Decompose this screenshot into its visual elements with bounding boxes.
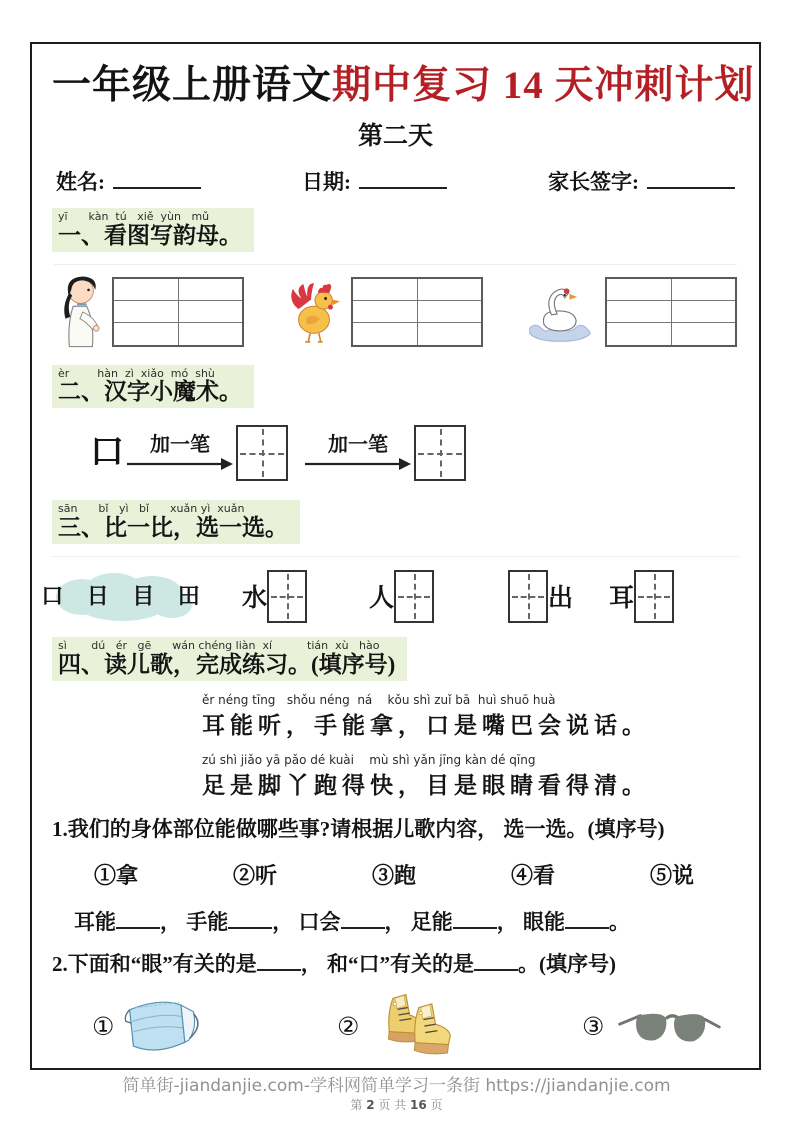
q2-blank-2[interactable] [474,948,518,971]
vowel-item-girl [54,273,244,351]
page-current: 2 [366,1098,375,1112]
option-2: ②听 [232,862,277,888]
given-char-1: 水 [242,585,268,613]
fill-blank-4[interactable] [453,906,497,929]
answer-box-3[interactable] [508,570,548,623]
vowel-item-goose [525,277,737,347]
section1-header [52,208,254,252]
answer-box-1[interactable] [267,570,307,623]
name-row [52,166,739,196]
compare-item-3 [508,570,573,623]
sign-blank[interactable] [647,166,735,189]
poem-line-2-text: 足是脚丫跑得快，目是眼睛看得清。 [202,772,650,798]
arrow-label-2: 加一笔 [328,433,388,456]
q2-seg-3: 。(填序号) [518,951,616,976]
name-label: 姓名: [56,170,105,194]
fill-blank-2[interactable] [228,906,272,929]
page-footer [0,1071,793,1113]
arrow-line-icon [305,456,411,472]
date-blank[interactable] [359,166,447,189]
compare-item-1 [242,570,307,623]
title-red-part: 期中复习 14 天冲刺计划 [332,64,755,107]
image-option-1 [92,992,337,1062]
day-subtitle: 第二天 [357,123,433,150]
date-field [302,166,447,196]
image-option-2 [337,992,582,1062]
choice-characters: 口 日 目 田 [41,583,209,609]
fill-blank-3[interactable] [341,906,385,929]
circled-3: ③ [582,1012,605,1042]
pinyin-writing-grid-1[interactable] [112,277,244,347]
circled-2: ② [337,1012,360,1042]
option-3: ③跑 [371,862,416,888]
page-word-3: 页 [426,1098,443,1112]
fill-seg-6: 。 [609,909,630,934]
sunglasses-image [612,1003,724,1051]
date-label: 日期: [302,170,351,194]
add-stroke-arrow-2 [305,435,411,472]
poem-line-2-pinyin: zú shì jiǎo yā pǎo dé kuài mù shì yǎn jīng kàn dé qīng [202,752,536,767]
q2-blank-1[interactable] [257,948,301,971]
footer-site-link[interactable]: 简单街-jiandanjie.com-学科网简单学习一条街 https://jiandanjie.com [122,1076,671,1096]
tianzige-box-2[interactable] [414,425,466,481]
shoes-image [367,992,467,1062]
page-title [52,54,755,110]
section2-title: 二、汉字小魔术。 [58,379,242,405]
page-border [30,42,761,1070]
arrow-label-1: 加一笔 [150,433,210,456]
given-char-2: 人 [369,585,395,613]
fill-blank-1[interactable] [116,906,160,929]
option-4: ④看 [510,862,555,888]
question-2-text [52,948,739,978]
section4-header [52,637,407,681]
q2-seg-1: 2.下面和“眼”有关的是 [52,951,257,976]
fill-seg-3: ， 口会 [272,909,341,934]
section2-pinyin: èr hàn zì xiǎo mó shù [58,366,215,380]
pinyin-writing-grid-2[interactable] [351,277,483,347]
choices-cloud [41,567,209,625]
poem-line-1 [202,693,739,740]
section1-content [54,264,737,351]
option-1: ①拿 [94,862,139,888]
name-field [56,166,201,196]
goose-image [525,282,595,342]
fill-seg-2: ， 手能 [160,909,229,934]
section2-content [90,422,739,484]
question-1-fill-line [74,906,739,936]
title-black-part: 一年级上册语文 [52,64,333,107]
fill-seg-1: 耳能 [74,909,116,934]
section2-header [52,365,254,409]
pinyin-writing-grid-3[interactable] [605,277,737,347]
given-char-4: 耳 [609,585,635,613]
poem-line-1-pinyin: ěr néng tīng shǒu néng ná kǒu shì zuǐ bā huì shuō huà [202,692,556,707]
rhyme-poem [202,693,739,800]
given-char-3: 出 [548,585,574,613]
fill-blank-5[interactable] [565,906,609,929]
q2-seg-2: ， 和“口”有关的是 [300,951,474,976]
mask-image [122,992,202,1062]
tianzige-box-1[interactable] [236,425,288,481]
rooster-image [287,280,341,344]
arrow-line-icon [127,456,233,472]
page-word-1: 第 [350,1098,367,1112]
section3-title: 三、比一比，选一选。 [58,514,288,540]
section1-pinyin: yī kàn tú xiě yùn mǔ [58,210,210,223]
sign-field [548,166,735,196]
name-blank[interactable] [113,166,201,189]
question-1-options [94,859,694,890]
poem-line-1-text: 耳能听，手能拿，口是嘴巴会说话。 [202,712,650,738]
page-total: 16 [410,1098,427,1112]
option-5: ⑤说 [649,862,694,888]
sign-label: 家长签字: [548,170,639,194]
section1-title: 一、看图写韵母。 [58,222,242,248]
poem-line-2 [202,753,739,800]
compare-item-4 [609,570,674,623]
section3-header [52,500,300,544]
circled-1: ① [92,1012,115,1042]
answer-box-4[interactable] [634,570,674,623]
girl-image [54,273,102,351]
fill-seg-4: ， 足能 [384,909,453,934]
question-1-text: 1.我们的身体部位能做哪些事?请根据儿歌内容， 选一选。(填序号) [52,816,665,841]
answer-box-2[interactable] [394,570,434,623]
question-2-images [92,992,739,1062]
footer-page-number [0,1096,793,1113]
image-option-3 [582,1003,724,1051]
section3-pinyin: sān bǐ yì bǐ xuǎn yì xuǎn [58,502,245,516]
fill-seg-5: ， 眼能 [496,909,565,934]
section3-content [41,556,739,625]
compare-item-2 [369,570,434,623]
add-stroke-arrow-1 [127,435,233,472]
section4-pinyin: sì dú ér gē wán chéng liàn xí tián xù hào [58,639,380,653]
section4-title: 四、读儿歌，完成练习。(填序号) [58,651,396,677]
vowel-item-rooster [287,277,483,347]
page-word-2: 页 共 [374,1098,411,1112]
start-character: 口 [90,434,124,472]
